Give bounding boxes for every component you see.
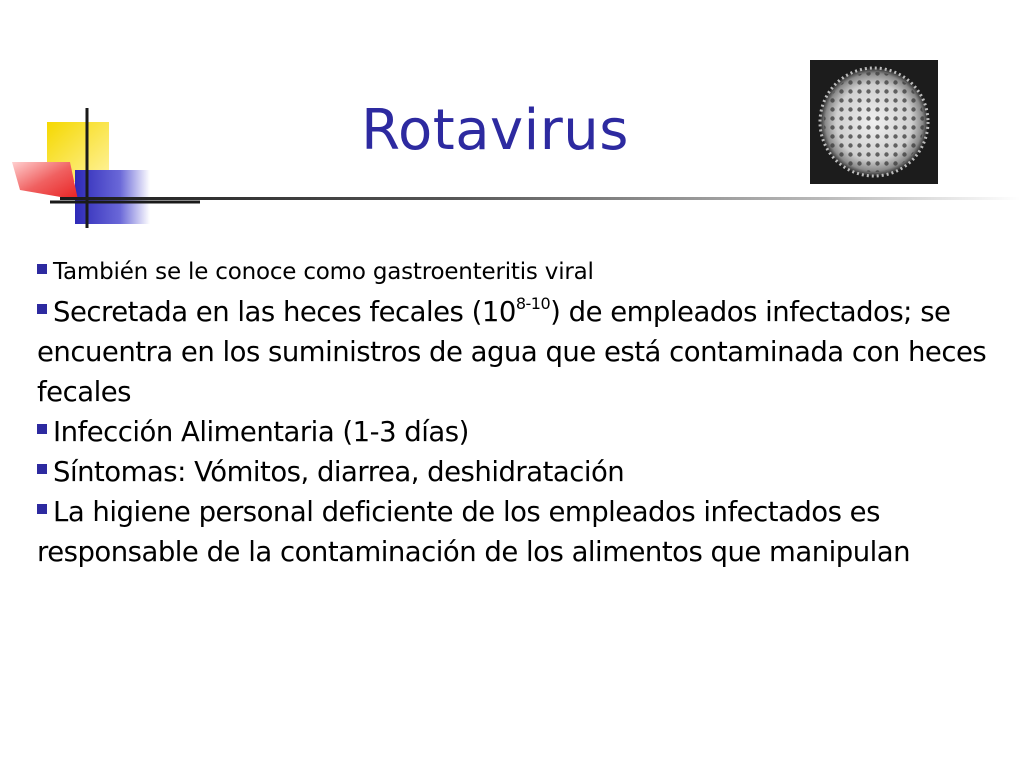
exponent: 8-10 <box>515 293 551 313</box>
list-item: También se le conoce como gastroenteritis viral <box>37 252 987 292</box>
rotavirus-image <box>810 60 938 184</box>
slide-title: Rotavirus <box>361 98 629 163</box>
title-divider <box>60 197 1020 200</box>
list-item: Secretada en las heces fecales (10$^{8-10}$) de empleados infectados; se encuentra en los suministros de agua que está contaminada con heces fecales <box>37 293 987 408</box>
bullet-square-icon <box>37 424 47 434</box>
bullet-square-icon <box>37 504 47 514</box>
list-item: La higiene personal deficiente de los empleados infectados es responsable de la contaminación de los alimentos que manipulan <box>37 496 911 568</box>
bullet-list <box>37 252 987 572</box>
decorative-logo-icon <box>0 0 200 240</box>
bullet-square-icon <box>37 304 47 314</box>
list-item: Infección Alimentaria (1-3 días) <box>37 412 987 452</box>
bullet-square-icon <box>37 264 47 274</box>
list-item: Síntomas: Vómitos, diarrea, deshidratación <box>37 452 987 492</box>
bullet-square-icon <box>37 464 47 474</box>
